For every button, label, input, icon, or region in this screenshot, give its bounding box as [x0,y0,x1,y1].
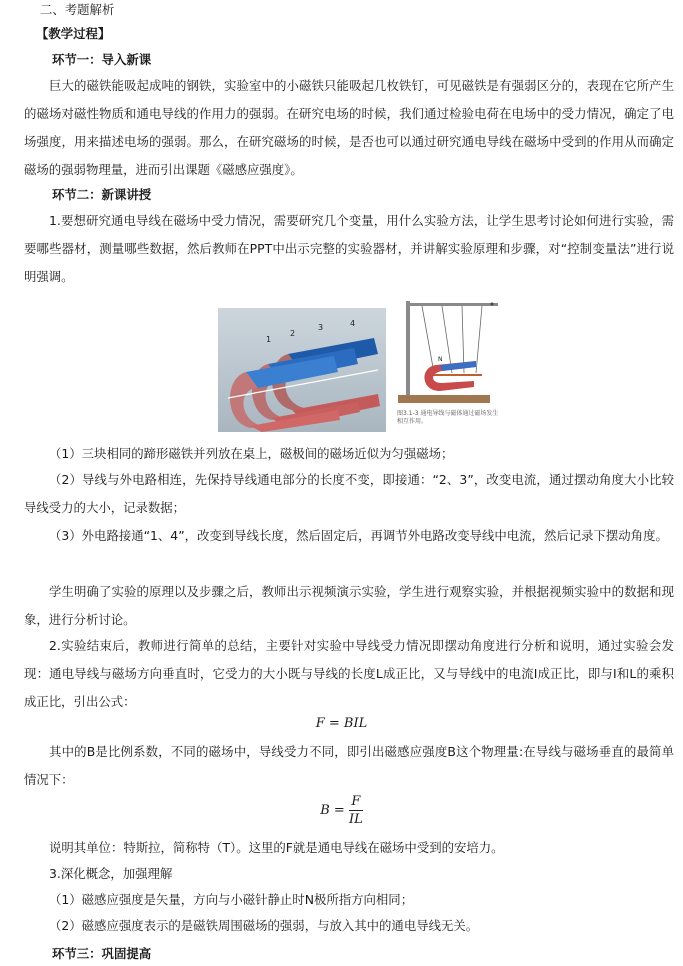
unit-paragraph: 说明其单位：特斯拉，简称特（T）。这里的F就是通电导线在磁场中受到的安培力。 [49,840,504,855]
formula-denominator: IL [348,812,363,827]
paragraph-2: 2.实验结束后，教师进行简单的总结，主要针对实验中导线受力情况即摆动角度进行分析和说明，通过实验会发现：通电导线与磁场方向垂直时，它受力的大小既与导线的长度L成正比，又与导线中的电流I成正比，即与I和L的乘积成正比，引出公式： [24,638,674,709]
formula-b-f-il [0,794,683,827]
section-title: 二、考题解析 [40,2,115,17]
figure-caption: 图3.1-3 通电导线与磁体通过磁场发生相互作用。 [397,410,499,425]
step-3: （3）外电路接通“1、4”，改变到导线长度，然后固定后，再调节外电路改变导线中电流，然后记录下摆动角度。 [49,528,668,543]
magnet-label-1: 1 [266,335,272,344]
step-1: （1）三块相同的蹄形磁铁并列放在桌上，磁极间的磁场近似为匀强磁场； [49,446,454,461]
step3-title: 环节三：巩固提高 [52,946,152,961]
magnet-label-3: 3 [318,323,324,332]
step-2: （2）导线与外电路相连，先保持导线通电部分的长度不变，即接通：“2、3”，改变电流，通过摆动角度大小比较导线受力的大小，记录数据； [24,472,674,515]
student-paragraph: 学生明确了实验的原理以及步骤之后，教师出示视频演示实验，学生进行观察实验，并根据视频实验中的数据和现象，进行分析讨论。 [24,584,674,627]
paragraph-3: 3.深化概念，加强理解 [49,866,173,881]
formula-fraction [349,794,363,827]
magnets-figure [218,308,386,432]
magnet-label-2: 2 [290,329,296,338]
paragraph-1: 1.要想研究通电导线在磁场中受力情况，需要研究几个变量，用什么实验方法，让学生思考讨论如何进行实验，需要哪些器材，测量哪些数据，然后教师在PPT中出示完整的实验器材，并讲解实验原理和步骤，对“控制变量法”进行说明强调。 [24,213,674,284]
formula-numerator: F [349,794,363,811]
apparatus-figure [392,295,504,407]
deepen-1: （1）磁感应强度是矢量，方向与小磁针静止时N极所指方向相同； [49,892,414,907]
deepen-2: （2）磁感应强度表示的是磁铁周围磁场的强弱，与放入其中的通电导线无关。 [49,918,479,933]
b-paragraph: 其中的B是比例系数，不同的磁场中，导线受力不同，即引出磁感应强度B这个物理量:在导线与磁场垂直的最简单情况下： [24,744,674,787]
magnet-label-4: 4 [350,319,356,328]
formula-lhs: B = [320,803,345,818]
step2-title: 环节二：新课讲授 [52,187,152,202]
step1-paragraph: 巨大的磁铁能吸起成吨的钢铁，实验室中的小磁铁只能吸起几枚铁钉，可见磁铁是有强弱区分的，表现在它所产生的磁场对磁性物质和通电导线的作用力的强弱。在研究电场的时候，我们通过检验电荷在电场中的受力情况，确定了电场强度，用来描述电场的强弱。那么，在研究磁场的时候，是否也可以通过研究通电导线在磁场中受到的作用从而确定磁场的强弱物理量，进而引出课题《磁感应强度》。 [24,78,674,177]
step1-title: 环节一：导入新课 [52,52,152,67]
formula-f-bil: F = BIL [315,716,368,731]
process-title: 【教学过程】 [36,26,111,41]
svg-text:N: N [438,356,443,363]
